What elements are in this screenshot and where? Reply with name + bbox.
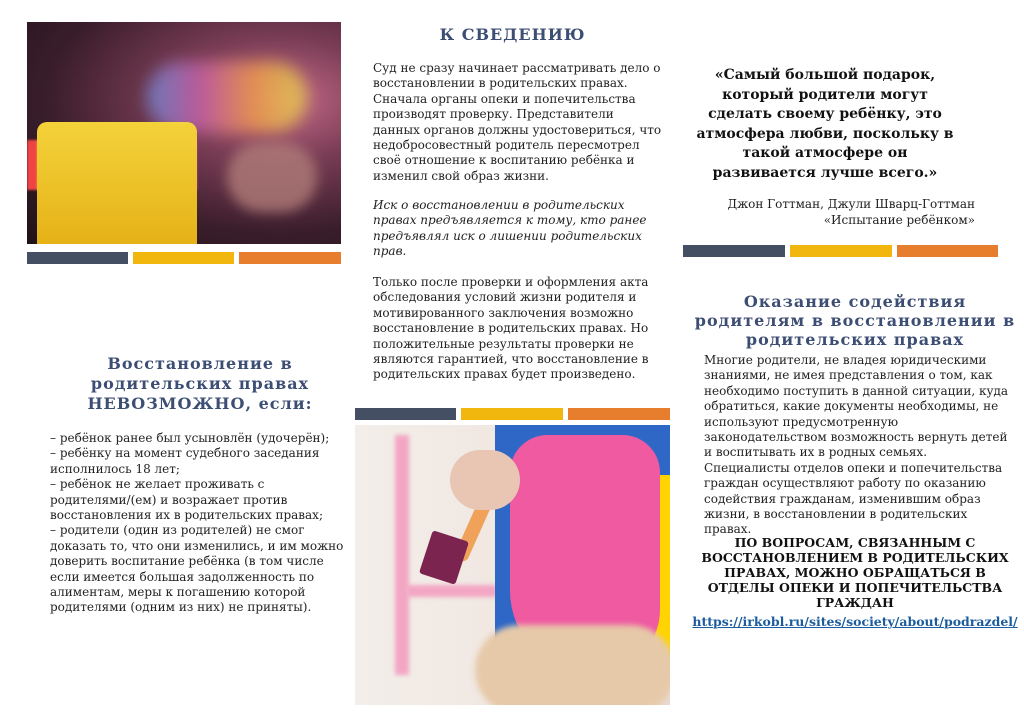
slate-bar (683, 245, 785, 257)
assist-text (704, 353, 1012, 538)
info-paragraph-2: Иск о восстановлении в родительских правах предъявляется к тому, кто ранее предъявлял иск о лишении родительских прав. (373, 198, 647, 259)
assist-paragraph-2: Специалисты отделов опеки и попечительства граждан осуществляют работу по оказанию содействия гражданам, изменившим образ жизни, в восстановлении в родительских правах. (704, 460, 1003, 537)
restore-heading-line-3: НЕВОЗМОЖНО, если: (87, 394, 313, 413)
orange-bar (568, 408, 670, 420)
contact-link[interactable]: https://irkobl.ru/sites/society/about/podrazdel/ (692, 614, 1018, 629)
yellow-bar (790, 245, 892, 257)
list-item: – ребёнок ранее был усыновлён (удочерён); (50, 431, 330, 445)
yellow-bar (133, 252, 234, 264)
assist-heading: Оказание содействия родителям в восстановлении в родительских правах (694, 292, 1016, 349)
orange-bar (239, 252, 341, 264)
quote-source: «Испытание ребёнком» (823, 212, 975, 227)
info-heading: К СВЕДЕНИЮ (439, 25, 586, 44)
quote-author: Джон Готтман, Джули Шварц-Готтман (727, 197, 975, 211)
painting-child-photo (355, 425, 670, 705)
quote-text: «Самый большой подарок, который родители могут сделать своему ребёнку, это атмосфера любви, поскольку в такой атмосфере он развивается лучше всего.» (696, 67, 954, 181)
orange-bar (897, 245, 998, 257)
restore-heading-line-1: Восстановление в (107, 354, 293, 373)
quote-attribution (700, 197, 975, 228)
restore-heading-line-2: родительских правах (90, 374, 310, 393)
crayons-photo (27, 22, 341, 244)
info-paragraph-1: Суд не сразу начинает рассматривать дело о восстановлении в родительских правах. Сначала органы опеки и попечительства производят проверку. Представители данных органов должны удостовериться, что недобросовестный родитель пересмотрел своё отношение к воспитанию ребёнка и изменил свой образ жизни. (373, 61, 662, 183)
assist-paragraph-1: Многие родители, не владея юридическими знаниями, не имея представления о том, как необходимо поступить в данной ситуации, куда обратиться, какие документы необходимы, не используют предусмотренную законодательством возможность вернуть детей и воспитывать их в родных семьях. (704, 353, 1009, 460)
restore-heading (50, 354, 350, 414)
list-item: – ребёнку на момент судебного заседания исполнилось 18 лет; (50, 446, 320, 476)
yellow-bar (461, 408, 563, 420)
restore-conditions-list (50, 431, 350, 616)
list-item: – родители (один из родителей) не смог доказать то, что они изменились, и им можно доверить воспитание ребёнка (в том числе если имеется большая задолженность по алиментам, меры к погашению которой родителями (одним из них) не приняты). (50, 523, 344, 615)
list-item: – ребёнок не желает проживать с родителями/(ем) и возражает против восстановления их в родительских правах; (50, 477, 323, 523)
info-paragraph-3: Только после проверки и оформления акта обследования условий жизни родителя и мотивированного заключения возможно восстановление в родительских правах. Но положительные результаты проверки не являются гарантией, что восстановление в родительских правах будет произведено. (373, 275, 649, 382)
slate-bar (355, 408, 456, 420)
slate-bar (27, 252, 128, 264)
contact-notice: ПО ВОПРОСАМ, СВЯЗАННЫМ С ВОССТАНОВЛЕНИЕМ В РОДИТЕЛЬСКИХ ПРАВАХ, МОЖНО ОБРАЩАТЬСЯ В ОТДЕЛЫ ОПЕКИ И ПОПЕЧИТЕЛЬСТВА ГРАЖДАН (701, 535, 1009, 610)
